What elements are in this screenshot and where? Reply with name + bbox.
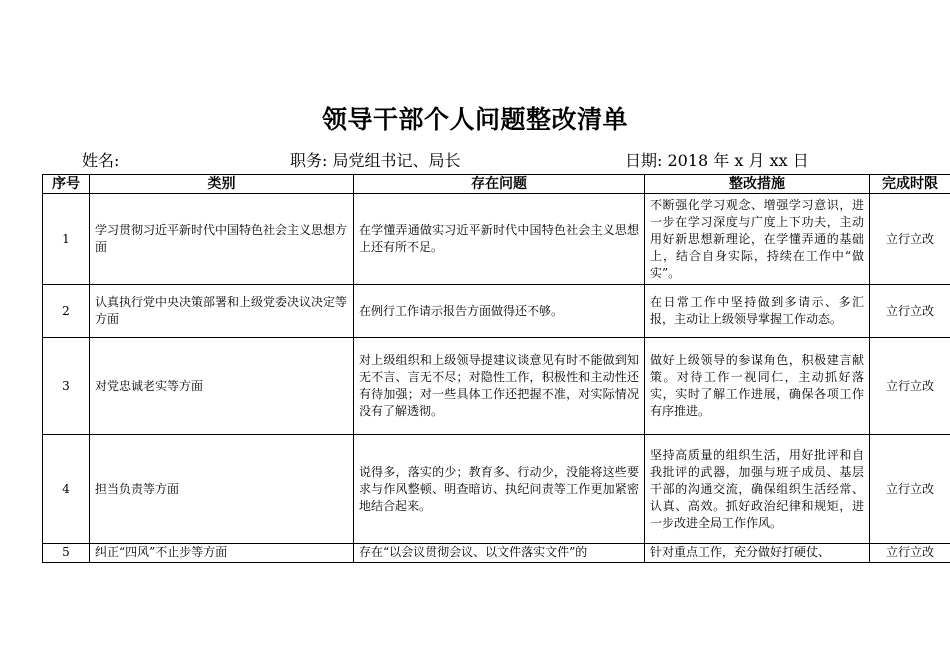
row-problem-text: 存在“以会议贯彻会议、以文件落实文件”的 (359, 545, 588, 559)
header-deadline: 完成时限 (870, 175, 950, 194)
document-title: 领导干部个人问题整改清单 (321, 105, 628, 134)
header-no: 序号 (43, 175, 90, 194)
row-category: 担当负责等方面 (90, 435, 354, 544)
row-problem: 在学懂弄通做实习近平新时代中国特色社会主义思想上还有所不足。 (354, 194, 645, 285)
row-problem: 对上级组织和上级领导提建议谈意见有时不能做到知无不言、言无不尽；对隐性工作，积极性和主动性还有待加强；对一些具体工作还把握不准，对实际情况没有了解透彻。 (354, 338, 645, 435)
row-number: 4 (43, 435, 90, 544)
rectification-table (42, 174, 950, 563)
row-deadline-text: 立行立改 (885, 545, 934, 559)
row-number: 3 (43, 338, 90, 435)
header-measure: 整改措施 (645, 175, 870, 194)
row-measure: 坚持高质量的组织生活，用好批评和自我批评的武器，加强与班子成员、基层干部的沟通交流，确保组织生活经常、认真、高效。抓好政治纪律和规矩，进一步改进全局工作作风。 (645, 435, 870, 544)
row-deadline: 立行立改 (870, 338, 950, 435)
table-row (43, 338, 950, 435)
position-label: 职务: 局党组书记、局长 (290, 151, 461, 170)
row-deadline: 立行立改 (870, 435, 950, 544)
row-deadline: 立行立改 (870, 285, 950, 338)
row-category-text: 纠正“四风”不止步等方面 (95, 545, 228, 559)
header-problem: 存在问题 (354, 175, 645, 194)
row-measure (645, 544, 870, 563)
row-measure: 在日常工作中坚持做到多请示、多汇报，主动让上级领导掌握工作动态。 (645, 285, 870, 338)
row-measure-text: 针对重点工作，充分做好打硬仗、 (650, 545, 831, 559)
row-measure: 做好上级领导的参谋角色，积极建言献策。对待工作一视同仁，主动抓好落实，实时了解工作进展，确保各项工作有序推进。 (645, 338, 870, 435)
row-number: 1 (43, 194, 90, 285)
table-row (43, 544, 950, 563)
date-label: 日期: 2018 年 x 月 xx 日 (625, 151, 809, 170)
row-problem: 在例行工作请示报告方面做得还不够。 (354, 285, 645, 338)
row-number-text: 5 (62, 545, 70, 559)
row-category (90, 544, 354, 563)
row-deadline (870, 544, 950, 563)
row-measure: 不断强化学习观念、增强学习意识，进一步在学习深度与广度上下功夫，主动用好新思想新理论，在学懂弄通的基础上，结合自身实际，持续在工作中“做实”。 (645, 194, 870, 285)
row-problem (354, 544, 645, 563)
row-number: 2 (43, 285, 90, 338)
header-category: 类别 (90, 175, 354, 194)
table-row (43, 435, 950, 544)
row-category: 对党忠诚老实等方面 (90, 338, 354, 435)
table-row (43, 285, 950, 338)
row-category: 认真执行党中央决策部署和上级党委决议决定等方面 (90, 285, 354, 338)
row-category: 学习贯彻习近平新时代中国特色社会主义思想方面 (90, 194, 354, 285)
table-header-row (43, 175, 950, 194)
name-label: 姓名: (82, 151, 120, 170)
row-problem: 说得多，落实的少；教育多、行动少，没能将这些要求与作风整顿、明查暗访、执纪问责等工作更加紧密地结合起来。 (354, 435, 645, 544)
row-number (43, 544, 90, 563)
table-row (43, 194, 950, 285)
row-deadline: 立行立改 (870, 194, 950, 285)
